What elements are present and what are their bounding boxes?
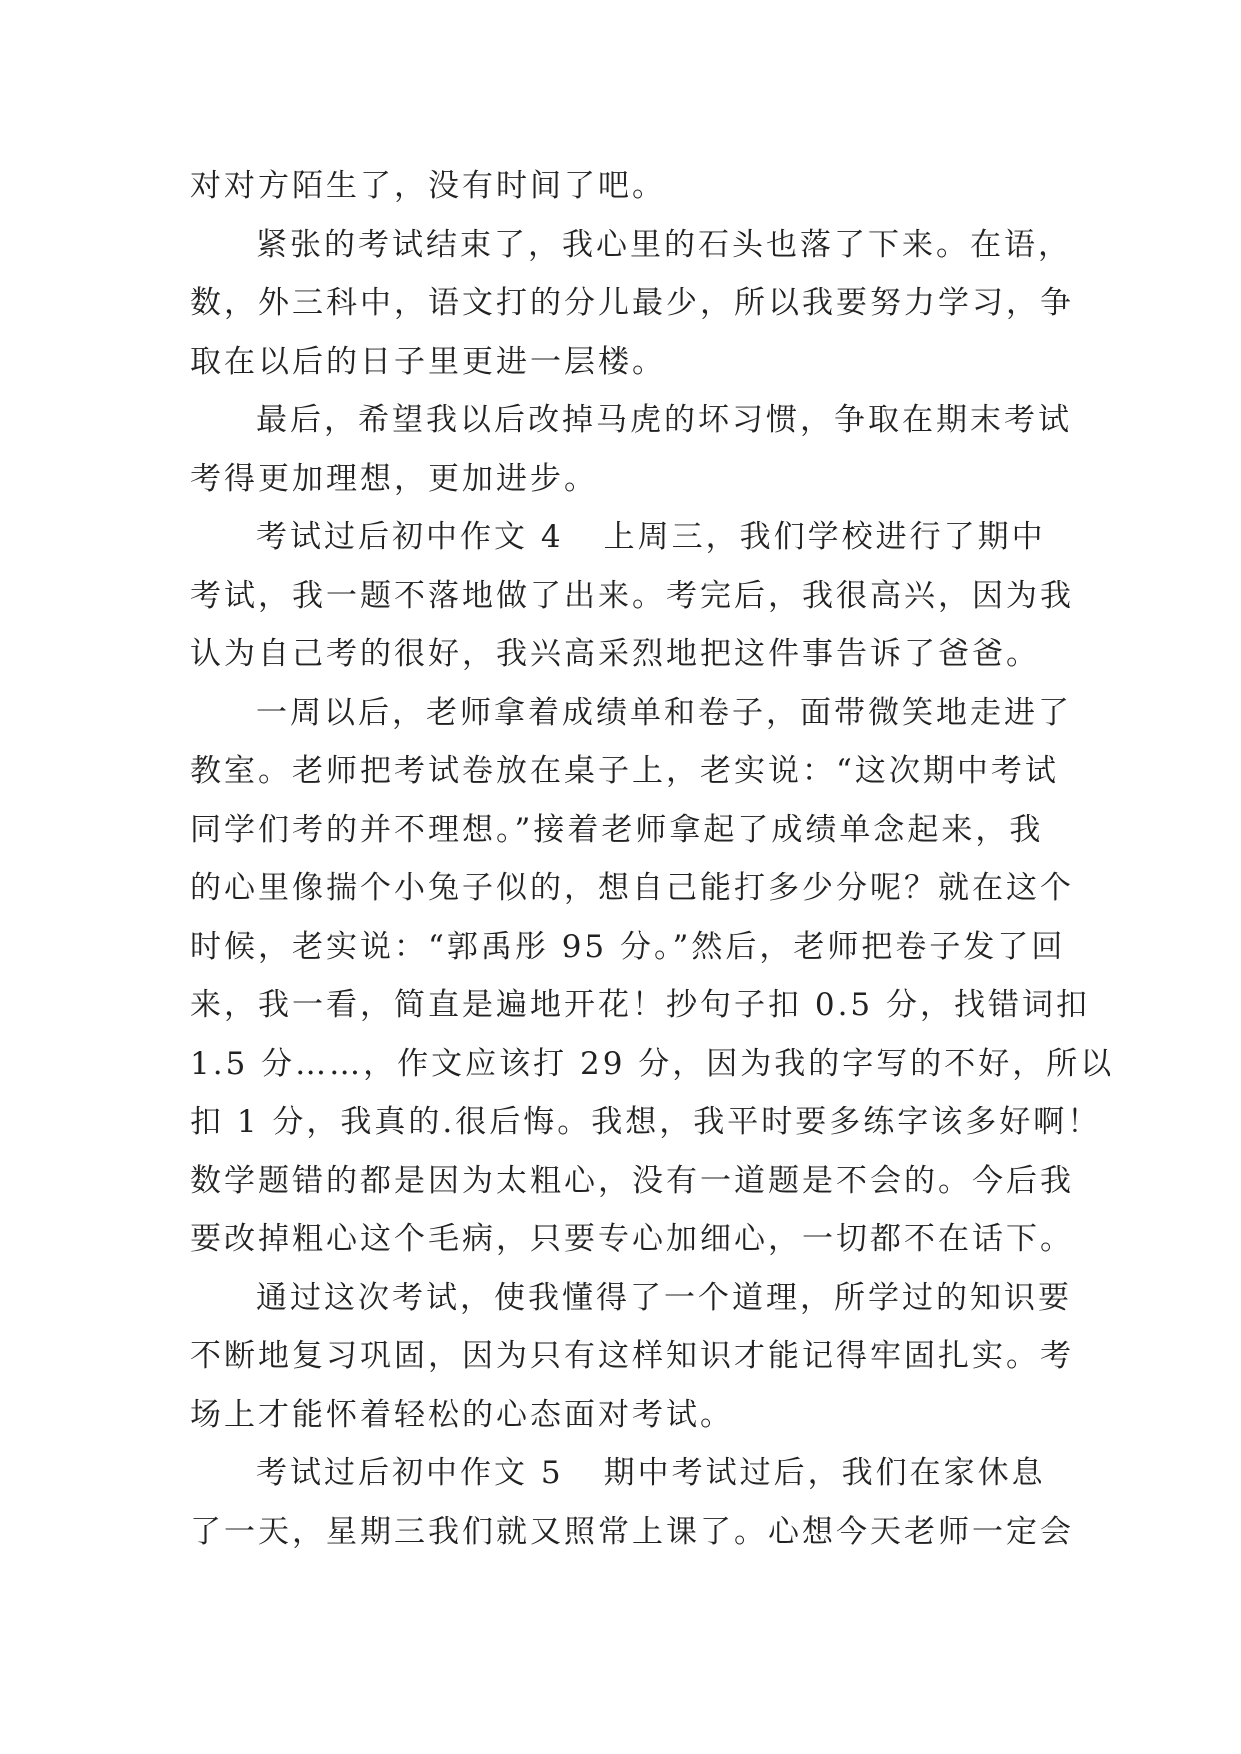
essay-4-opening: 上周三，我们学校进行了期中: [603, 519, 1046, 555]
text-line-12: 同学们考的并不理想。”接着老师拿起了成绩单念起来，我: [190, 811, 1044, 848]
text-line-19: 要改掉粗心这个毛病，只要专心加细心，一切都不在话下。: [190, 1221, 1074, 1257]
text-line-9: 认为自己考的很好，我兴高采烈地把这件事告诉了爸爸。: [190, 636, 1040, 672]
text-line-17: 扣 1 分，我真的.很后悔。我想，我平时要多练字该多好啊！: [190, 1104, 1102, 1140]
text-line-3: 数，外三科中，语文打的分儿最少，所以我要努力学习，争: [190, 285, 1074, 321]
essay-heading-4: 考试过后初中作文 4: [256, 519, 564, 555]
text-line-10: 一周以后，老师拿着成绩单和卷子，面带微笑地走进了: [256, 694, 1072, 731]
essay-heading-4-line: [190, 508, 1050, 567]
text-line-2: 紧张的考试结束了，我心里的石头也落了下来。在语，: [256, 226, 1072, 263]
text-line-18: 数学题错的都是因为太粗心，没有一道题是不会的。今后我: [190, 1162, 1074, 1199]
text-line-11: 教室。老师把考试卷放在桌子上，老实说：“这次期中考试: [190, 753, 1059, 789]
text-line-14: 时候，老实说：“郭禹彤 95 分。”然后，老师把卷子发了回: [190, 928, 1066, 965]
text-line-16: 1.5 分……，作文应该打 29 分，因为我的字写的不好，所以: [190, 1045, 1115, 1082]
essay-body: [190, 157, 1115, 1561]
text-line-22: 场上才能怀着轻松的心态面对考试。: [190, 1396, 734, 1433]
text-line-6: 考得更加理想，更加进步。: [190, 460, 598, 497]
text-line-1: 对对方陌生了，没有时间了吧。: [190, 168, 666, 204]
essay-5-opening: 期中考试过后，我们在家休息: [603, 1455, 1046, 1491]
text-line-24: 了一天，星期三我们就又照常上课了。心想今天老师一定会: [190, 1513, 1074, 1550]
text-line-21: 不断地复习巩固，因为只有这样知识才能记得牢固扎实。考: [190, 1338, 1074, 1374]
text-line-5: 最后，希望我以后改掉马虎的坏习惯，争取在期末考试: [256, 402, 1072, 438]
text-line-15: 来，我一看，简直是遍地开花！抄句子扣 0.5 分，找错词扣: [190, 987, 1091, 1023]
text-line-20: 通过这次考试，使我懂得了一个道理，所学过的知识要: [256, 1279, 1072, 1316]
essay-heading-5: 考试过后初中作文 5: [256, 1455, 564, 1491]
essay-heading-5-line: [190, 1444, 1050, 1503]
text-line-13: 的心里像揣个小兔子似的，想自己能打多少分呢？就在这个: [190, 870, 1074, 906]
text-line-4: 取在以后的日子里更进一层楼。: [190, 343, 666, 380]
text-line-8: 考试，我一题不落地做了出来。考完后，我很高兴，因为我: [190, 577, 1074, 614]
